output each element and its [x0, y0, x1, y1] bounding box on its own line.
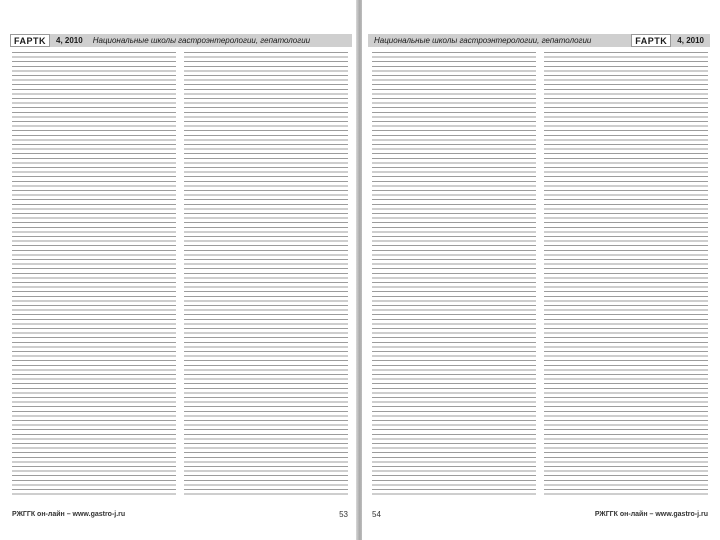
- footer-journal: РЖГГК он-лайн – www.gastro-j.ru: [594, 510, 708, 518]
- page-number: 53: [339, 509, 348, 519]
- left-page-footer: [12, 508, 348, 520]
- text-column: [12, 52, 176, 498]
- text-column: [372, 52, 536, 498]
- left-page: [0, 0, 358, 540]
- issue-label: 4, 2010: [677, 36, 704, 45]
- text-column: [184, 52, 348, 498]
- section-title: Национальные школы гастроэнтерологии, гепатологии: [374, 36, 592, 45]
- left-page-body: [12, 52, 348, 498]
- right-page-footer: [372, 508, 708, 520]
- right-page-header: [368, 34, 710, 47]
- journal-logo: FAPTK: [10, 34, 50, 47]
- page-number: 54: [372, 509, 381, 519]
- right-page-body: [372, 52, 708, 498]
- text-column: [544, 52, 708, 498]
- section-title: Национальные школы гастроэнтерологии, гепатологии: [92, 36, 311, 45]
- right-page: [362, 0, 720, 540]
- issue-label: 4, 2010: [56, 36, 83, 45]
- footer-journal: РЖГГК он-лайн – www.gastro-j.ru: [12, 510, 126, 518]
- left-page-header: [10, 34, 352, 47]
- journal-logo: FAPTK: [631, 34, 671, 47]
